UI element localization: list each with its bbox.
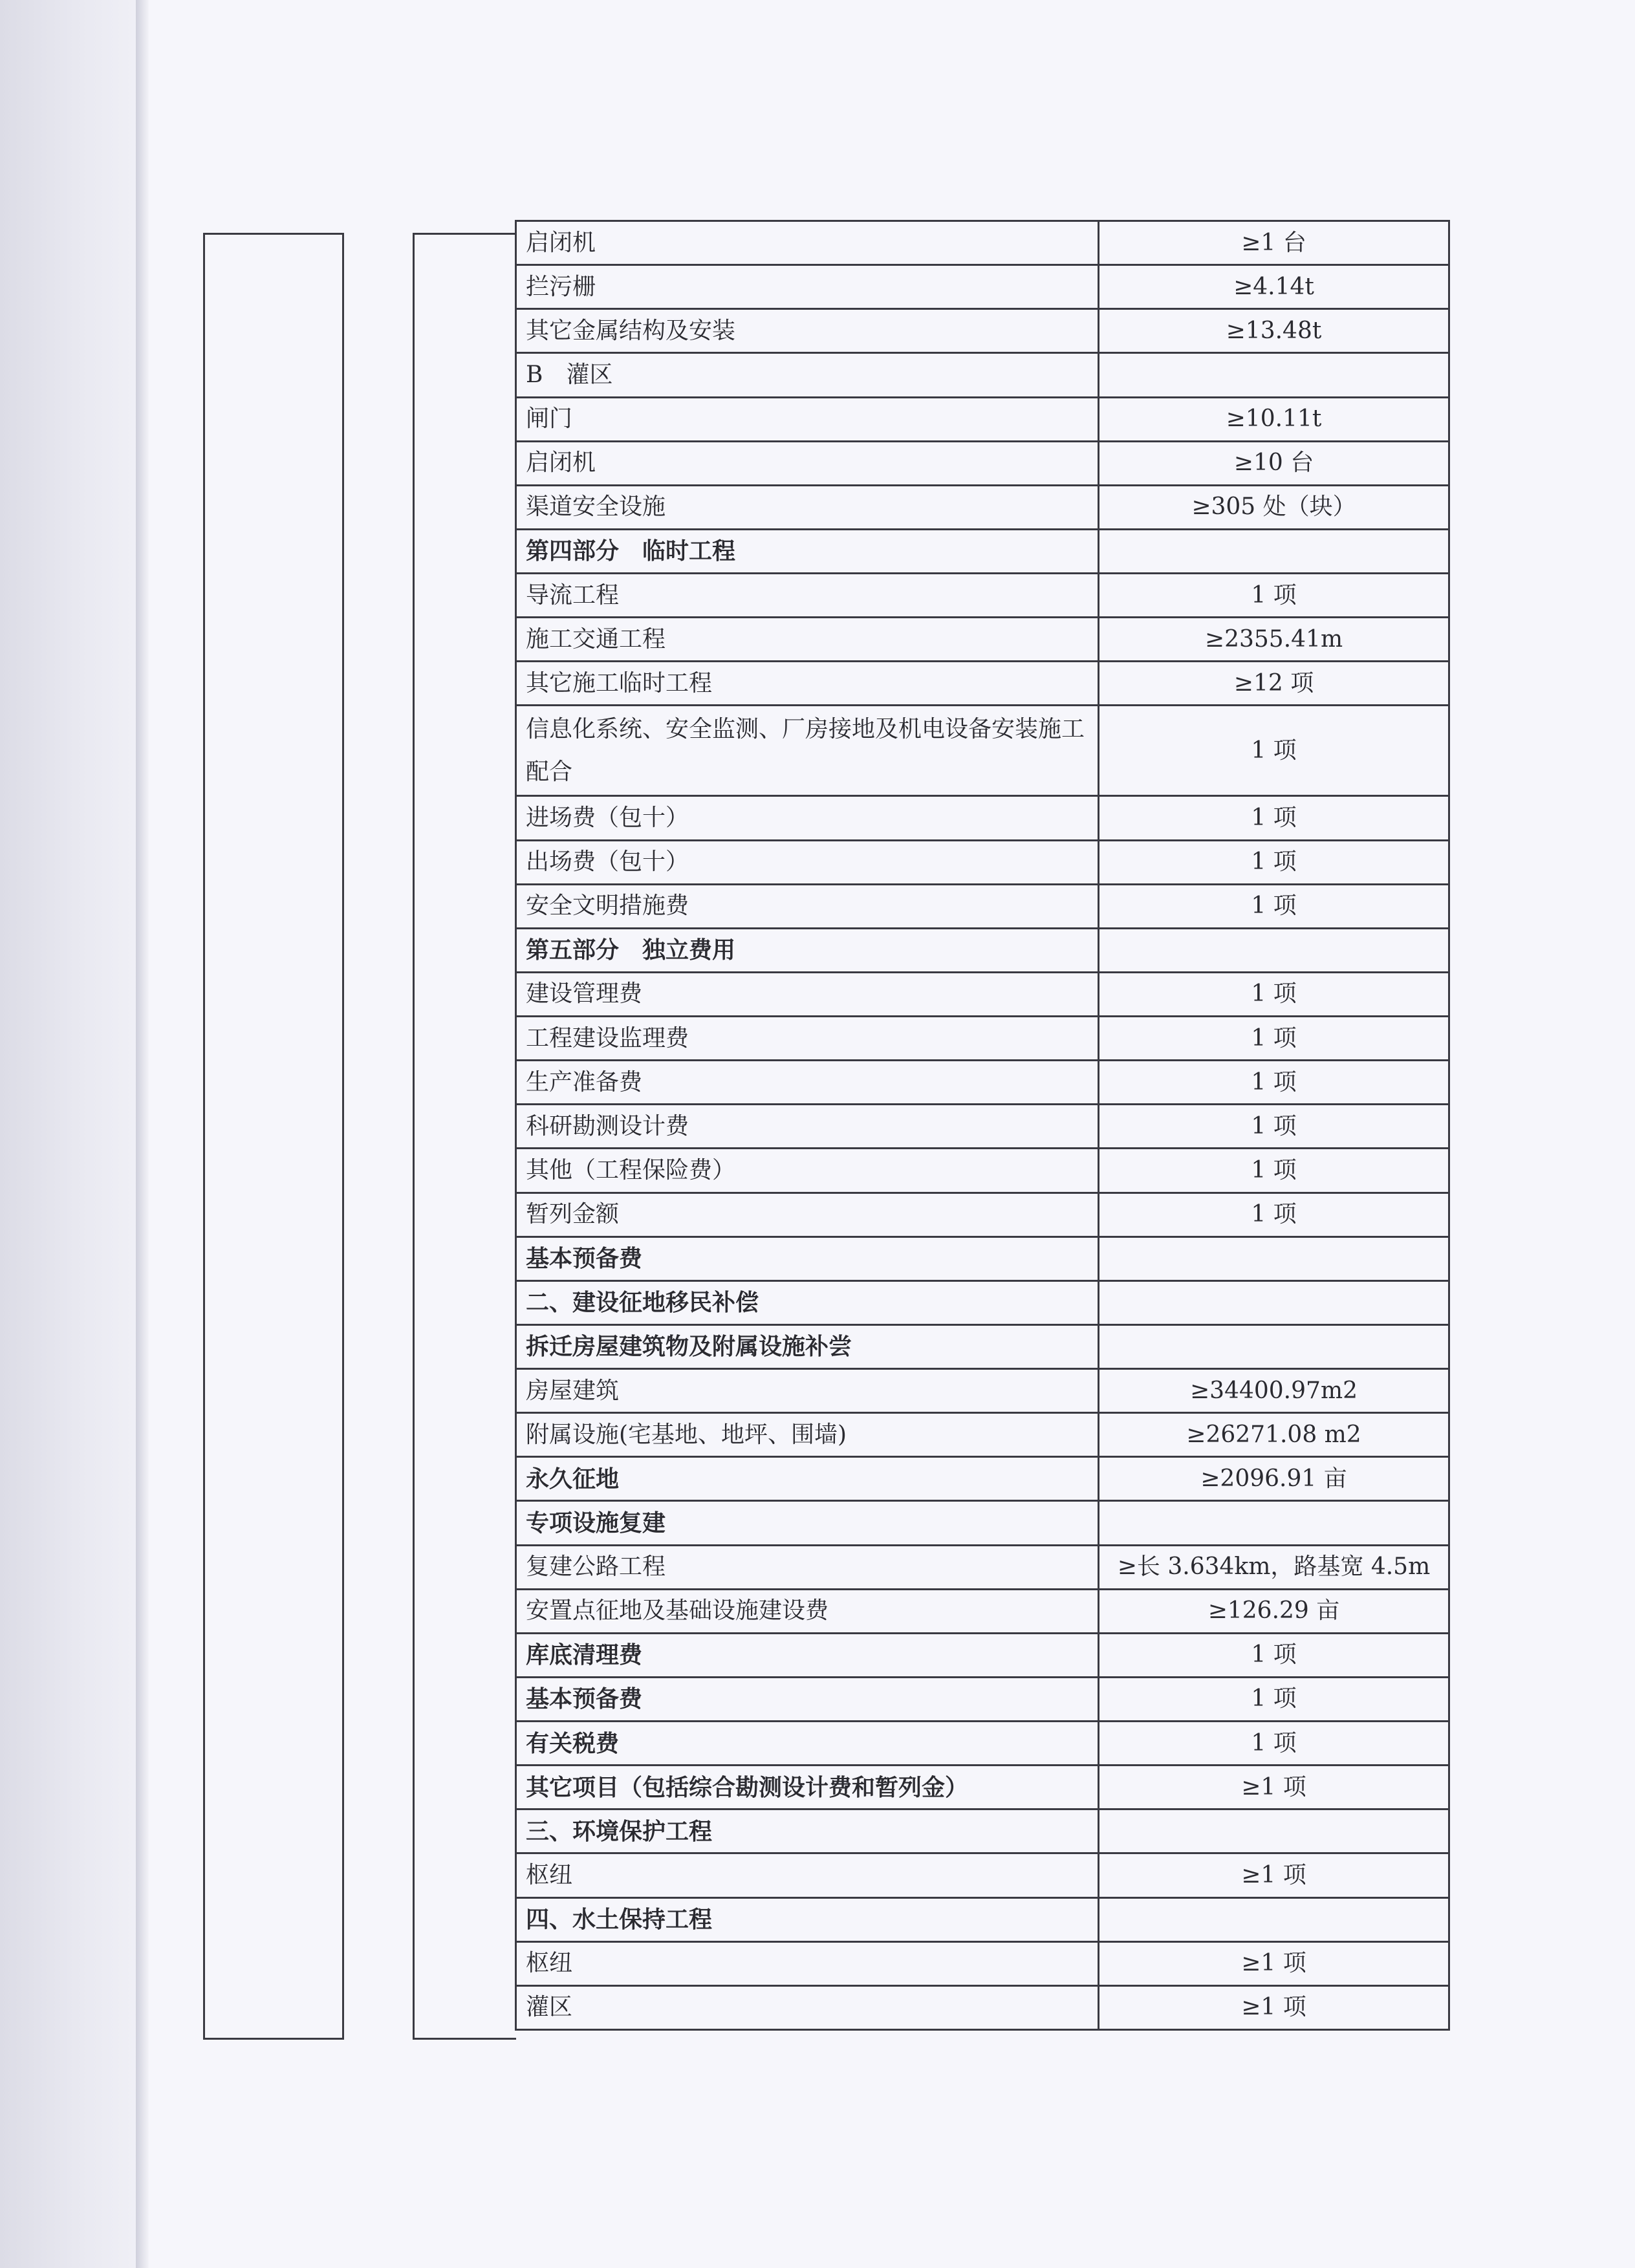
item-name-cell: 出场费（包十） — [516, 840, 1099, 884]
item-quantity-cell: 1 项 — [1099, 1105, 1449, 1149]
table-row — [516, 1017, 1449, 1061]
table-row — [516, 972, 1449, 1016]
table-row — [516, 1633, 1449, 1677]
item-name-cell: 安置点征地及基础设施建设费 — [516, 1589, 1099, 1633]
item-name-cell: 三、环境保护工程 — [516, 1809, 1099, 1853]
item-name-cell: 暂列金额 — [516, 1193, 1099, 1237]
table-row — [516, 1193, 1449, 1237]
table-row — [516, 574, 1449, 618]
item-name-cell: 工程建设监理费 — [516, 1017, 1099, 1061]
page-fold-edge — [136, 0, 149, 2268]
table-row — [516, 796, 1449, 840]
table-row — [516, 618, 1449, 662]
item-name-cell: 其它施工临时工程 — [516, 662, 1099, 706]
item-quantity-cell — [1099, 1280, 1449, 1324]
item-quantity-cell: ≥305 处（块） — [1099, 485, 1449, 529]
table-outer-column — [203, 233, 344, 2040]
table-row — [516, 1941, 1449, 1985]
item-quantity-cell: 1 项 — [1099, 1149, 1449, 1193]
item-quantity-cell: ≥2096.91 亩 — [1099, 1457, 1449, 1501]
item-quantity-cell: ≥1 项 — [1099, 1853, 1449, 1897]
item-name-cell: 灌区 — [516, 1985, 1099, 2029]
item-name-cell: B 灌区 — [516, 353, 1099, 397]
table-row — [516, 485, 1449, 529]
item-name-cell: 枢纽 — [516, 1853, 1099, 1897]
item-name-cell: 生产准备费 — [516, 1061, 1099, 1105]
item-name-cell: 启闭机 — [516, 441, 1099, 485]
item-quantity-cell — [1099, 529, 1449, 573]
item-quantity-cell: 1 项 — [1099, 706, 1449, 796]
book-binding-shadow — [0, 0, 149, 2268]
table-row — [516, 265, 1449, 309]
table-row — [516, 840, 1449, 884]
item-name-cell: 基本预备费 — [516, 1237, 1099, 1280]
table-row — [516, 221, 1449, 265]
item-quantity-cell: ≥10.11t — [1099, 397, 1449, 441]
item-name-cell: 拦污栅 — [516, 265, 1099, 309]
item-name-cell: 枢纽 — [516, 1941, 1099, 1985]
item-name-cell: 第五部分 独立费用 — [516, 928, 1099, 972]
table-row — [516, 662, 1449, 706]
item-quantity-cell: 1 项 — [1099, 840, 1449, 884]
item-name-cell: 信息化系统、安全监测、厂房接地及机电设备安装施工配合 — [516, 706, 1099, 796]
table-row — [516, 1722, 1449, 1766]
table-row — [516, 529, 1449, 573]
item-quantity-cell — [1099, 1809, 1449, 1853]
item-quantity-cell: ≥1 台 — [1099, 221, 1449, 265]
item-quantity-cell: ≥34400.97m2 — [1099, 1369, 1449, 1413]
table-row — [516, 441, 1449, 485]
table-row — [516, 1457, 1449, 1501]
item-name-cell: 启闭机 — [516, 221, 1099, 265]
table-row — [516, 353, 1449, 397]
item-quantity-cell: ≥12 项 — [1099, 662, 1449, 706]
item-quantity-cell: ≥26271.08 m2 — [1099, 1413, 1449, 1457]
item-quantity-cell — [1099, 1501, 1449, 1545]
table-row — [516, 706, 1449, 796]
item-name-cell: 四、水土保持工程 — [516, 1897, 1099, 1941]
item-name-cell: 有关税费 — [516, 1722, 1099, 1766]
table-row — [516, 1369, 1449, 1413]
table-row — [516, 309, 1449, 353]
item-quantity-cell: ≥4.14t — [1099, 265, 1449, 309]
item-quantity-table — [515, 220, 1450, 2031]
item-quantity-cell: ≥1 项 — [1099, 1941, 1449, 1985]
table-row — [516, 1501, 1449, 1545]
table-row — [516, 1589, 1449, 1633]
item-quantity-cell — [1099, 353, 1449, 397]
item-name-cell: 第四部分 临时工程 — [516, 529, 1099, 573]
item-name-cell: 其它项目（包括综合勘测设计费和暂列金） — [516, 1766, 1099, 1809]
table-row — [516, 1237, 1449, 1280]
item-quantity-cell: 1 项 — [1099, 1017, 1449, 1061]
item-name-cell: 渠道安全设施 — [516, 485, 1099, 529]
item-quantity-cell: ≥13.48t — [1099, 309, 1449, 353]
item-quantity-cell: 1 项 — [1099, 1061, 1449, 1105]
item-name-cell: 二、建设征地移民补偿 — [516, 1280, 1099, 1324]
item-quantity-cell: 1 项 — [1099, 796, 1449, 840]
item-name-cell: 永久征地 — [516, 1457, 1099, 1501]
item-name-cell: 安全文明措施费 — [516, 884, 1099, 928]
item-name-cell: 库底清理费 — [516, 1633, 1099, 1677]
table-row — [516, 1897, 1449, 1941]
item-quantity-cell — [1099, 928, 1449, 972]
item-quantity-cell: 1 项 — [1099, 884, 1449, 928]
item-name-cell: 建设管理费 — [516, 972, 1099, 1016]
item-name-cell: 科研勘测设计费 — [516, 1105, 1099, 1149]
item-name-cell: 导流工程 — [516, 574, 1099, 618]
item-name-cell: 附属设施(宅基地、地坪、围墙) — [516, 1413, 1099, 1457]
item-name-cell: 复建公路工程 — [516, 1545, 1099, 1589]
item-quantity-cell: ≥126.29 亩 — [1099, 1589, 1449, 1633]
table-body — [516, 221, 1449, 2030]
item-quantity-cell — [1099, 1237, 1449, 1280]
table-row — [516, 1280, 1449, 1324]
item-quantity-cell: ≥1 项 — [1099, 1766, 1449, 1809]
table-row — [516, 1149, 1449, 1193]
table-row — [516, 884, 1449, 928]
table-middle-column — [413, 233, 516, 2040]
item-name-cell: 其它金属结构及安装 — [516, 309, 1099, 353]
table-row — [516, 1545, 1449, 1589]
table-row — [516, 1677, 1449, 1721]
item-quantity-cell: ≥2355.41m — [1099, 618, 1449, 662]
table-row — [516, 1061, 1449, 1105]
item-quantity-cell: 1 项 — [1099, 1722, 1449, 1766]
item-name-cell: 基本预备费 — [516, 1677, 1099, 1721]
item-quantity-cell: 1 项 — [1099, 1677, 1449, 1721]
table-row — [516, 928, 1449, 972]
table-row — [516, 397, 1449, 441]
table-row — [516, 1853, 1449, 1897]
table-row — [516, 1105, 1449, 1149]
item-name-cell: 房屋建筑 — [516, 1369, 1099, 1413]
item-quantity-cell: 1 项 — [1099, 574, 1449, 618]
item-quantity-cell: ≥长 3.634km，路基宽 4.5m — [1099, 1545, 1449, 1589]
item-quantity-cell — [1099, 1897, 1449, 1941]
table-row — [516, 1413, 1449, 1457]
table-row — [516, 1809, 1449, 1853]
item-name-cell: 拆迁房屋建筑物及附属设施补尝 — [516, 1324, 1099, 1368]
item-quantity-cell: 1 项 — [1099, 1633, 1449, 1677]
item-name-cell: 专项设施复建 — [516, 1501, 1099, 1545]
item-quantity-cell — [1099, 1324, 1449, 1368]
table-row — [516, 1766, 1449, 1809]
item-quantity-cell: 1 项 — [1099, 1193, 1449, 1237]
table-row — [516, 1985, 1449, 2029]
item-name-cell: 施工交通工程 — [516, 618, 1099, 662]
item-quantity-cell: ≥1 项 — [1099, 1985, 1449, 2029]
item-name-cell: 闸门 — [516, 397, 1099, 441]
item-quantity-cell: 1 项 — [1099, 972, 1449, 1016]
item-quantity-cell: ≥10 台 — [1099, 441, 1449, 485]
item-name-cell: 其他（工程保险费） — [516, 1149, 1099, 1193]
table-row — [516, 1324, 1449, 1368]
item-name-cell: 进场费（包十） — [516, 796, 1099, 840]
